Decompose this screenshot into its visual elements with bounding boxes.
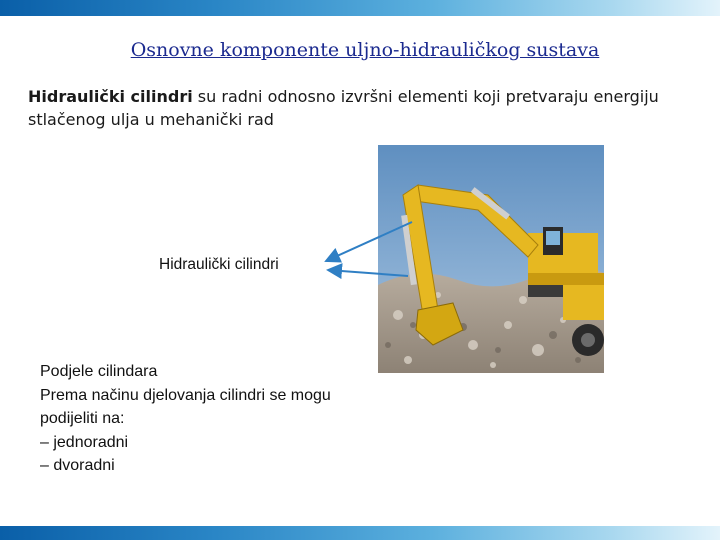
top-decorative-band <box>0 0 720 16</box>
list-item: – jednoradni <box>40 433 129 451</box>
slide-title: Osnovne komponente uljno-hidrauličkog sustava <box>130 39 600 61</box>
excavator-photo <box>378 145 604 373</box>
intro-definition: su radni odnosno izvršni elementi koji pretvaraju energiju stlačenog ulja u mehanički rad <box>28 87 659 129</box>
section-line-1: Prema načinu djelovanja cilindri se mogu <box>40 386 331 404</box>
bottom-decorative-band <box>0 526 720 540</box>
intro-term: Hidraulički cilindri <box>28 87 193 106</box>
callout-label-hydraulic-cylinders: Hidraulički cilindri <box>159 256 279 273</box>
cylinder-classification <box>40 360 380 478</box>
section-line-2: podijeliti na: <box>40 410 125 427</box>
list-item: – dvoradni <box>40 457 115 474</box>
intro-paragraph <box>28 85 678 131</box>
section-heading: Podjele cilindara <box>40 363 158 380</box>
